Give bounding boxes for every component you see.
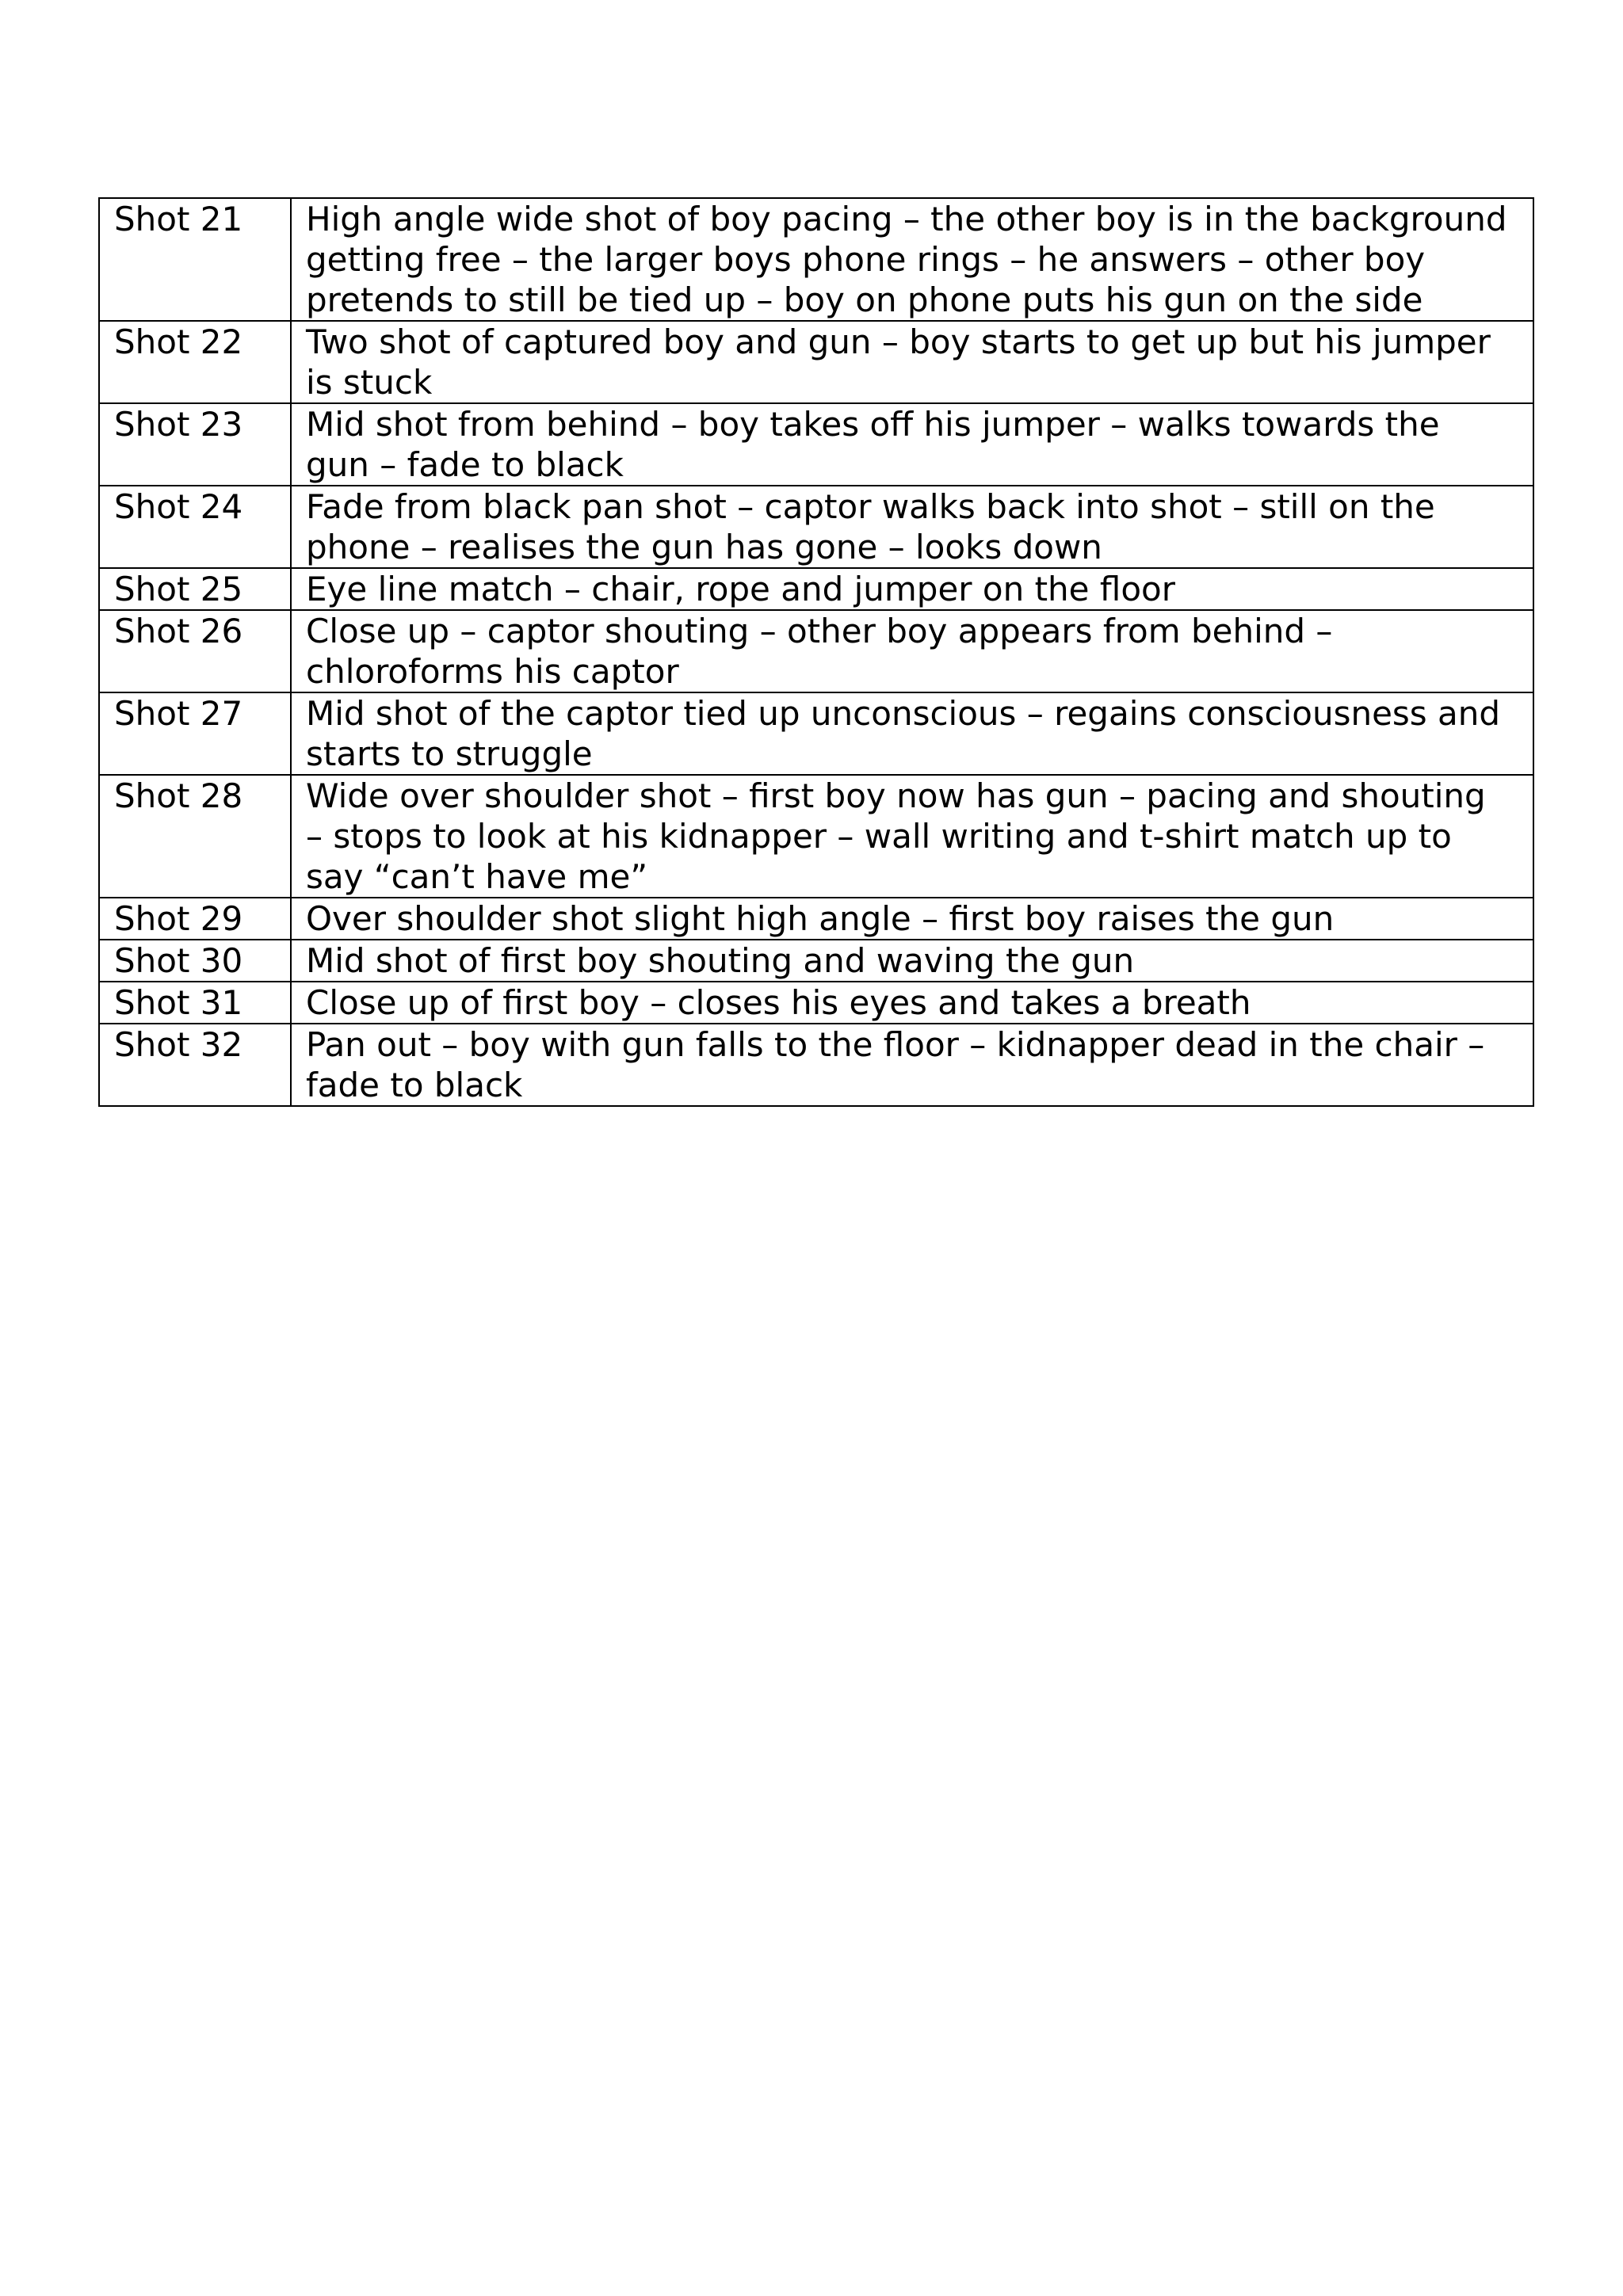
shot-description-cell: Mid shot of first boy shouting and waving the gun <box>291 940 1533 982</box>
table-row <box>99 568 1533 610</box>
table-row <box>99 898 1533 940</box>
shot-description-cell: Fade from black pan shot – captor walks back into shot – still on the phone – realises the gun has gone – looks down <box>291 486 1533 568</box>
shot-number-cell: Shot 22 <box>99 321 291 403</box>
shot-number-cell: Shot 30 <box>99 940 291 982</box>
shot-number-cell: Shot 28 <box>99 775 291 898</box>
shot-number-cell: Shot 21 <box>99 198 291 321</box>
table-row <box>99 403 1533 486</box>
table-row <box>99 321 1533 403</box>
shot-description-cell: Mid shot from behind – boy takes off his jumper – walks towards the gun – fade to black <box>291 403 1533 486</box>
shot-description-cell: Close up – captor shouting – other boy appears from behind – chloroforms his captor <box>291 610 1533 692</box>
table-row <box>99 692 1533 775</box>
table-row <box>99 775 1533 898</box>
shot-description-cell: Close up of first boy – closes his eyes and takes a breath <box>291 982 1533 1024</box>
shot-number-cell: Shot 31 <box>99 982 291 1024</box>
shot-number-cell: Shot 24 <box>99 486 291 568</box>
shot-number-cell: Shot 23 <box>99 403 291 486</box>
shot-number-cell: Shot 25 <box>99 568 291 610</box>
table-row <box>99 940 1533 982</box>
shot-number-cell: Shot 32 <box>99 1024 291 1106</box>
shot-number-cell: Shot 26 <box>99 610 291 692</box>
table-row <box>99 982 1533 1024</box>
table-row <box>99 198 1533 321</box>
shot-description-cell: Over shoulder shot slight high angle – first boy raises the gun <box>291 898 1533 940</box>
shot-number-cell: Shot 29 <box>99 898 291 940</box>
shot-description-cell: Pan out – boy with gun falls to the floor – kidnapper dead in the chair – fade to black <box>291 1024 1533 1106</box>
table-row <box>99 610 1533 692</box>
table-row <box>99 486 1533 568</box>
table-row <box>99 1024 1533 1106</box>
shot-number-cell: Shot 27 <box>99 692 291 775</box>
shot-description-cell: Mid shot of the captor tied up unconscious – regains consciousness and starts to struggle <box>291 692 1533 775</box>
shot-description-cell: Two shot of captured boy and gun – boy starts to get up but his jumper is stuck <box>291 321 1533 403</box>
shot-list-table <box>98 197 1534 1107</box>
shot-description-cell: High angle wide shot of boy pacing – the other boy is in the background getting free – the larger boys phone rings – he answers – other boy pretends to still be tied up – boy on phone puts his gun on the side <box>291 198 1533 321</box>
shot-description-cell: Wide over shoulder shot – first boy now has gun – pacing and shouting – stops to look at his kidnapper – wall writing and t-shirt match up to say “can’t have me” <box>291 775 1533 898</box>
shot-description-cell: Eye line match – chair, rope and jumper on the floor <box>291 568 1533 610</box>
